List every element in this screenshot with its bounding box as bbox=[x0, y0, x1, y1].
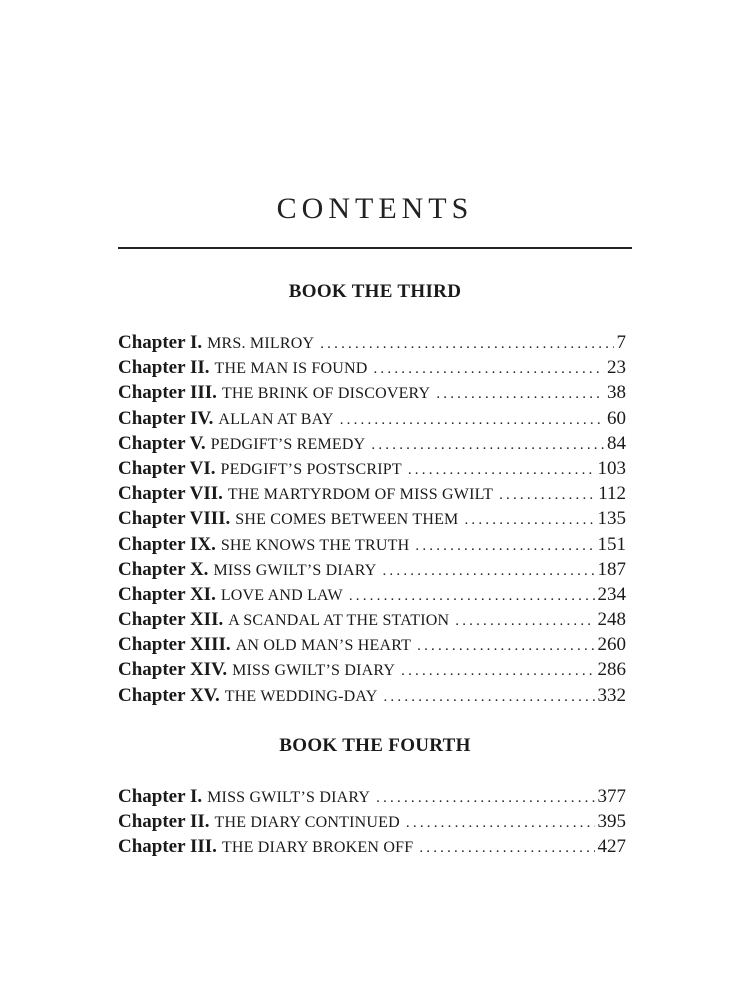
chapter-title: THE WEDDING-DAY bbox=[224, 687, 378, 705]
chapter-title: MISS GWILT’S DIARY bbox=[213, 561, 377, 579]
dot-leader bbox=[417, 634, 594, 659]
page-number: 103 bbox=[597, 457, 626, 479]
chapter-number: Chapter VI. bbox=[118, 457, 216, 479]
page-number: 7 bbox=[616, 332, 626, 353]
page-number: 38 bbox=[607, 382, 626, 404]
page-number: 248 bbox=[597, 609, 626, 631]
chapter-number: Chapter IV. bbox=[118, 407, 214, 429]
page-number: 23 bbox=[607, 357, 626, 379]
toc-entry[interactable] bbox=[118, 532, 626, 557]
toc-entry[interactable] bbox=[118, 657, 626, 682]
title-divider bbox=[118, 247, 632, 249]
toc-list-book-third bbox=[118, 330, 626, 708]
dot-leader bbox=[349, 584, 595, 609]
chapter-title: THE MAN IS FOUND bbox=[214, 360, 368, 378]
chapter-title: THE DIARY BROKEN OFF bbox=[221, 839, 414, 857]
page-number: 395 bbox=[597, 811, 626, 833]
chapter-number: Chapter I. bbox=[118, 786, 203, 807]
chapter-number: Chapter XI. bbox=[118, 583, 216, 605]
chapter-title: MISS GWILT’S DIARY bbox=[232, 662, 396, 680]
chapter-number: Chapter VIII. bbox=[118, 508, 231, 530]
dot-leader bbox=[455, 609, 594, 634]
page-number: 377 bbox=[597, 786, 626, 807]
toc-entry[interactable] bbox=[118, 809, 626, 834]
chapter-title: SHE KNOWS THE TRUTH bbox=[220, 536, 410, 554]
dot-leader bbox=[373, 357, 604, 382]
dot-leader bbox=[382, 559, 594, 584]
chapter-number: Chapter XII. bbox=[118, 609, 224, 631]
chapter-number: Chapter II. bbox=[118, 357, 210, 379]
page-number: 260 bbox=[597, 634, 626, 656]
page-number: 135 bbox=[597, 508, 626, 530]
chapter-title: ALLAN AT BAY bbox=[218, 410, 334, 428]
chapter-number: Chapter XIII. bbox=[118, 634, 231, 656]
toc-entry[interactable] bbox=[118, 481, 626, 506]
chapter-title: A SCANDAL AT THE STATION bbox=[228, 612, 450, 630]
chapter-title: MRS. MILROY bbox=[207, 335, 315, 352]
toc-list-book-fourth bbox=[118, 784, 626, 860]
dot-leader bbox=[376, 786, 594, 811]
chapter-title: PEDGIFT’S POSTSCRIPT bbox=[220, 460, 402, 478]
toc-entry[interactable] bbox=[118, 431, 626, 456]
chapter-title: PEDGIFT’S REMEDY bbox=[210, 435, 366, 453]
dot-leader bbox=[371, 433, 604, 458]
chapter-title: MISS GWILT’S DIARY bbox=[207, 789, 371, 806]
toc-entry[interactable] bbox=[118, 632, 626, 657]
chapter-title: THE MARTYRDOM OF MISS GWILT bbox=[227, 486, 494, 504]
chapter-number: Chapter IX. bbox=[118, 533, 216, 555]
toc-entry[interactable] bbox=[118, 506, 626, 531]
chapter-number: Chapter I. bbox=[118, 332, 203, 353]
page-number: 151 bbox=[597, 533, 626, 555]
chapter-title: AN OLD MAN’S HEART bbox=[235, 637, 412, 655]
page-number: 286 bbox=[597, 659, 626, 681]
toc-entry[interactable] bbox=[118, 683, 626, 708]
dot-leader bbox=[401, 659, 594, 684]
dot-leader bbox=[383, 685, 594, 710]
chapter-number: Chapter XV. bbox=[118, 684, 220, 706]
dot-leader bbox=[406, 811, 595, 836]
dot-leader bbox=[320, 332, 613, 357]
dot-leader bbox=[499, 483, 595, 508]
page-number: 332 bbox=[597, 684, 626, 706]
chapter-number: Chapter X. bbox=[118, 558, 209, 580]
page-number: 112 bbox=[598, 483, 626, 505]
chapter-number: Chapter VII. bbox=[118, 483, 223, 505]
page-number: 187 bbox=[597, 558, 626, 580]
toc-entry[interactable] bbox=[118, 355, 626, 380]
dot-leader bbox=[436, 382, 604, 407]
chapter-number: Chapter XIV. bbox=[118, 659, 228, 681]
chapter-number: Chapter V. bbox=[118, 432, 206, 454]
page-number: 234 bbox=[597, 583, 626, 605]
page-number: 84 bbox=[607, 432, 626, 454]
toc-entry[interactable] bbox=[118, 557, 626, 582]
toc-entry[interactable] bbox=[118, 834, 626, 859]
toc-entry[interactable] bbox=[118, 784, 626, 809]
toc-entry[interactable] bbox=[118, 406, 626, 431]
dot-leader bbox=[340, 408, 604, 433]
chapter-title: THE DIARY CONTINUED bbox=[214, 814, 400, 832]
page-number: 427 bbox=[597, 836, 626, 858]
chapter-title: SHE COMES BETWEEN THEM bbox=[235, 511, 459, 529]
chapter-title: LOVE AND LAW bbox=[220, 586, 343, 604]
chapter-number: Chapter II. bbox=[118, 811, 210, 833]
toc-entry[interactable] bbox=[118, 380, 626, 405]
dot-leader bbox=[419, 836, 594, 861]
toc-entry[interactable] bbox=[118, 607, 626, 632]
toc-entry[interactable] bbox=[118, 330, 626, 355]
dot-leader bbox=[408, 458, 595, 483]
toc-entry[interactable] bbox=[118, 582, 626, 607]
toc-entry[interactable] bbox=[118, 456, 626, 481]
chapter-number: Chapter III. bbox=[118, 836, 217, 858]
chapter-title: THE BRINK OF DISCOVERY bbox=[221, 385, 431, 403]
page-title: CONTENTS bbox=[276, 192, 474, 225]
chapter-number: Chapter III. bbox=[118, 382, 217, 404]
page-number: 60 bbox=[607, 407, 626, 429]
book-heading-fourth: BOOK THE FOURTH bbox=[279, 735, 471, 756]
dot-leader bbox=[464, 508, 594, 533]
dot-leader bbox=[415, 534, 594, 559]
book-heading-third: BOOK THE THIRD bbox=[288, 281, 462, 302]
